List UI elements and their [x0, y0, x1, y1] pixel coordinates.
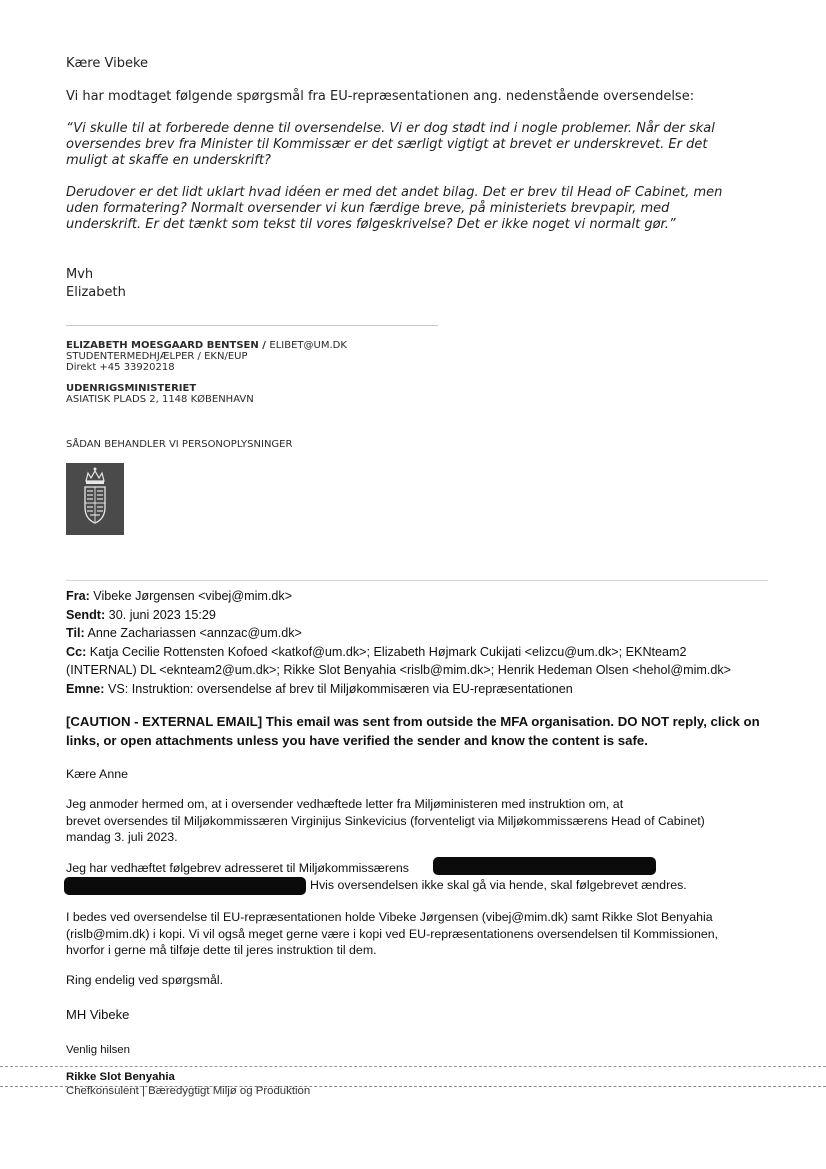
signature-name: ELIZABETH MOESGAARD BENTSEN — [66, 340, 259, 351]
header-divider — [66, 580, 768, 581]
paragraph-line: Jeg anmoder hermed om, at i oversender vedhæftede letter fra Miljøministeren med instruktion om, at — [66, 797, 624, 811]
signature-email[interactable]: ELIBET@UM.DK — [269, 340, 347, 351]
quote-line: uden formatering? Normalt oversender vi kun færdige breve, på ministeriets brevpapir, med — [66, 201, 670, 216]
subject-value: VS: Instruktion: oversendelse af brev til Miljøkommisæren via EU-repræsentationen — [104, 681, 573, 696]
to-row — [66, 624, 731, 643]
quote-line: “Vi skulle til at forberede denne til oversendelse. Vi er dog stødt ind i nogle problemer. Når der skal — [66, 121, 715, 136]
bottom-sig-name: Rikke Slot Benyahia — [66, 1071, 175, 1083]
signature-block — [66, 340, 347, 405]
paragraph-attachment-end: Hvis oversendelsen ikke skal gå via hende, skal følgebrevet ændres. — [310, 878, 687, 892]
call-text: Ring endelig ved spørgsmål. — [66, 973, 224, 987]
from-value: Vibeke Jørgensen <vibej@mim.dk> — [89, 589, 293, 603]
forward-header — [66, 587, 731, 698]
paragraph-line: (rislb@mim.dk) i kopi. Vi vil også meget gerne være i kopi ved EU-repræsentationens oversendelsen til Kommissionen, — [66, 926, 719, 941]
caution-banner — [66, 712, 760, 750]
signoff-vibeke: MH Vibeke — [66, 1007, 130, 1022]
signature-direct: Direkt +45 33920218 — [66, 362, 175, 373]
coat-of-arms-logo — [66, 463, 124, 535]
quote-line: muligt at skaffe en underskrift? — [66, 153, 271, 168]
caution-line: links, or open attachments unless you have verified the sender and know the content is safe. — [66, 733, 648, 748]
signature-address: ASIATISK PLADS 2, 1148 KØBENHAVN — [66, 394, 254, 405]
sent-value: 30. juni 2023 15:29 — [105, 607, 216, 622]
signer-name: Elizabeth — [66, 285, 126, 300]
from-label: Fra: — [66, 589, 90, 603]
caution-line: [CAUTION - EXTERNAL EMAIL] This email was sent from outside the MFA organisation. DO NOT reply, click on — [66, 714, 760, 729]
cc-label: Cc: — [66, 644, 87, 659]
paragraph-line: brevet oversendes til Miljøkommissæren Virginijus Sinkevicius (forventeligt via Miljøkommissærens Head of Cabinet) — [66, 813, 705, 828]
to-label: Til: — [66, 626, 85, 640]
cc-row — [66, 643, 731, 662]
privacy-link[interactable]: SÅDAN BEHANDLER VI PERSONOPLYSNINGER — [66, 439, 293, 450]
from-row — [66, 587, 731, 606]
quote-line: oversendes brev fra Minister til Kommissær er det særligt vigtigt at brevet er underskrevet. Er det — [66, 137, 708, 152]
quote-paragraph-2 — [66, 185, 722, 233]
cc-value: Katja Cecilie Rottensten Kofoed <katkof@um.dk>; Elizabeth Højmark Cukijati <elizcu@um.dk>; EKNteam2 — [86, 644, 687, 659]
quote-line: Derudover er det lidt uklart hvad idéen er med det andet bilag. Det er brev til Head oF Cabinet, men — [66, 185, 723, 200]
subject-row — [66, 680, 731, 699]
greeting-anne: Kære Anne — [66, 767, 128, 781]
crown-shield-icon — [66, 463, 124, 535]
paragraph-attachment-start: Jeg har vedhæftet følgebrev adresseret til Miljøkommissærens — [66, 861, 409, 875]
signature-separator: / — [258, 340, 270, 351]
greeting-vibeke: Kære Vibeke — [66, 56, 149, 71]
paragraph-line: mandag 3. juli 2023. — [66, 830, 178, 844]
signature-org: UDENRIGSMINISTERIET — [66, 383, 197, 394]
signature-divider — [66, 325, 438, 326]
paragraph-copy — [66, 909, 718, 959]
intro-text: Vi har modtaget følgende spørgsmål fra EU-repræsentationen ang. nedenstående oversendelse: — [66, 89, 695, 104]
paragraph-request — [66, 796, 705, 846]
redaction-box — [64, 877, 306, 895]
bottom-sig-title: Chefkonsulent | Bæredygtigt Miljø og Produktion — [66, 1085, 311, 1097]
sent-row — [66, 606, 731, 625]
venlig-hilsen: Venlig hilsen — [66, 1044, 130, 1056]
quote-paragraph-1 — [66, 121, 715, 169]
paragraph-line: hvorfor i gerne må tilføje dette til jeres instruktion til dem. — [66, 943, 377, 957]
redaction-box — [433, 857, 656, 875]
scan-line — [0, 1066, 826, 1068]
quote-line: underskrift. Er det tænkt som tekst til vores følgeskrivelse? Det er ikke noget vi normalt gør.” — [66, 217, 676, 232]
sent-label: Sendt: — [66, 607, 106, 622]
signature-title: STUDENTERMEDHJÆLPER / EKN/EUP — [66, 351, 248, 362]
subject-label: Emne: — [66, 681, 105, 696]
cc-row-continued: (INTERNAL) DL <eknteam2@um.dk>; Rikke Slot Benyahia <rislb@mim.dk>; Henrik Hedeman Olsen <hehol@mim.dk> — [66, 663, 732, 677]
closing-mvh: Mvh — [66, 267, 94, 282]
to-value: Anne Zachariassen <annzac@um.dk> — [84, 626, 302, 640]
paragraph-line: I bedes ved oversendelse til EU-repræsentationen holde Vibeke Jørgensen (vibej@mim.dk) samt Rikke Slot Benyahia — [66, 910, 713, 924]
